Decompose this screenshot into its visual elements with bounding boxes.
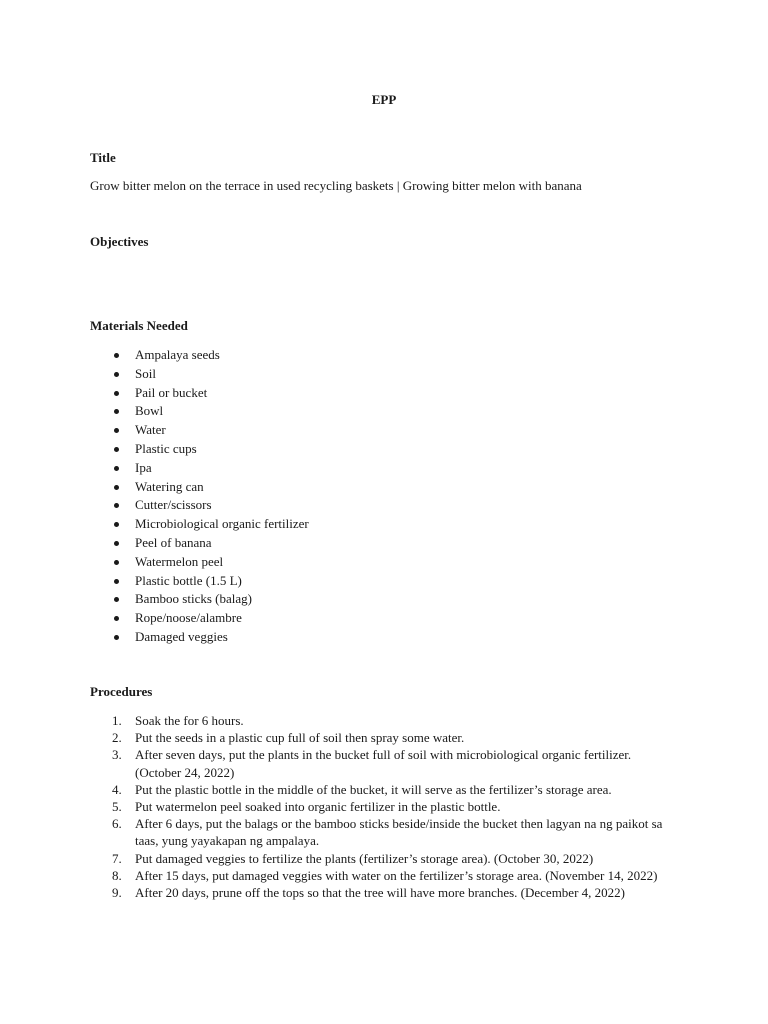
material-label: Plastic cups bbox=[135, 440, 197, 456]
bullet-icon bbox=[114, 353, 119, 358]
step-text: Put damaged veggies to fertilize the plants (fertilizer’s storage area). (October 30, 2022) bbox=[135, 850, 594, 866]
list-item bbox=[90, 553, 309, 572]
bullet-icon bbox=[114, 560, 119, 565]
material-label: Water bbox=[135, 422, 166, 438]
step-text: Put watermelon peel soaked into organic fertilizer in the plastic bottle. bbox=[135, 799, 501, 815]
material-label: Bamboo sticks (balag) bbox=[135, 591, 252, 607]
list-item bbox=[90, 729, 680, 746]
step-text: Put the plastic bottle in the middle of the bucket, it will serve as the fertilizer’s storage area. bbox=[135, 781, 612, 797]
list-item bbox=[90, 459, 309, 478]
bullet-icon bbox=[114, 635, 119, 640]
procedures-list bbox=[90, 712, 680, 901]
material-label: Plastic bottle (1.5 L) bbox=[135, 572, 242, 588]
bullet-icon bbox=[114, 522, 119, 527]
step-text: Put the seeds in a plastic cup full of soil then spray some water. bbox=[135, 730, 465, 746]
list-item bbox=[90, 712, 680, 729]
material-label: Damaged veggies bbox=[135, 628, 228, 644]
bullet-icon bbox=[114, 372, 119, 377]
list-item bbox=[90, 384, 309, 403]
material-label: Watermelon peel bbox=[135, 553, 224, 569]
bullet-icon bbox=[114, 428, 119, 433]
bullet-icon bbox=[114, 597, 119, 602]
title-text: Grow bitter melon on the terrace in used recycling baskets | Growing bitter melon with banana bbox=[90, 178, 582, 193]
list-item bbox=[90, 515, 309, 534]
objectives-heading: Objectives bbox=[90, 234, 149, 249]
step-number: 7. bbox=[112, 850, 122, 866]
step-text: After 15 days, put damaged veggies with water on the fertilizer’s storage area. (November 14, 2022) bbox=[135, 867, 658, 883]
material-label: Ipa bbox=[135, 459, 152, 475]
materials-heading: Materials Needed bbox=[90, 318, 188, 333]
material-label: Cutter/scissors bbox=[135, 497, 212, 513]
bullet-icon bbox=[114, 485, 119, 490]
bullet-icon bbox=[114, 447, 119, 452]
step-text: After 6 days, put the balags or the bamboo sticks beside/inside the bucket then lagyan na ng paikot sa taas, yung yayakapan ng ampalaya. bbox=[135, 816, 663, 849]
material-label: Pail or bucket bbox=[135, 384, 208, 400]
step-number: 6. bbox=[112, 816, 122, 832]
list-item bbox=[90, 628, 309, 647]
step-text: After seven days, put the plants in the bucket full of soil with microbiological organic fertilizer. (October 24, 2022) bbox=[135, 747, 632, 780]
step-number: 2. bbox=[112, 730, 122, 746]
list-item bbox=[90, 609, 309, 628]
step-number: 9. bbox=[112, 885, 122, 901]
material-label: Rope/noose/alambre bbox=[135, 610, 242, 626]
list-item bbox=[90, 478, 309, 497]
step-number: 4. bbox=[112, 781, 122, 797]
list-item bbox=[90, 534, 309, 553]
step-text: Soak the for 6 hours. bbox=[135, 713, 244, 728]
list-item bbox=[90, 781, 680, 798]
list-item bbox=[90, 815, 680, 849]
material-label: Microbiological organic fertilizer bbox=[135, 516, 309, 532]
list-item bbox=[90, 572, 309, 591]
step-number: 3. bbox=[112, 747, 122, 763]
bullet-icon bbox=[114, 503, 119, 508]
step-number: 1. bbox=[112, 713, 122, 728]
bullet-icon bbox=[114, 541, 119, 546]
procedures-heading: Procedures bbox=[90, 684, 153, 699]
list-item bbox=[90, 440, 309, 459]
list-item bbox=[90, 421, 309, 440]
material-label: Peel of banana bbox=[135, 534, 212, 550]
material-label: Ampalaya seeds bbox=[135, 347, 220, 362]
list-item bbox=[90, 746, 680, 780]
material-label: Bowl bbox=[135, 403, 164, 419]
bullet-icon bbox=[114, 616, 119, 621]
material-label: Watering can bbox=[135, 478, 204, 494]
step-number: 5. bbox=[112, 799, 122, 815]
list-item bbox=[90, 496, 309, 515]
bullet-icon bbox=[114, 579, 119, 584]
list-item bbox=[90, 365, 309, 384]
step-text: After 20 days, prune off the tops so that the tree will have more branches. (December 4, 2022) bbox=[135, 885, 625, 901]
list-item bbox=[90, 798, 680, 815]
list-item bbox=[90, 884, 680, 901]
step-number: 8. bbox=[112, 867, 122, 883]
list-item bbox=[90, 402, 309, 421]
bullet-icon bbox=[114, 391, 119, 396]
list-item bbox=[90, 850, 680, 867]
bullet-icon bbox=[114, 409, 119, 414]
document-title: EPP bbox=[371, 92, 397, 107]
materials-list bbox=[90, 346, 309, 647]
bullet-icon bbox=[114, 466, 119, 471]
title-heading: Title bbox=[90, 150, 116, 165]
list-item bbox=[90, 346, 309, 365]
list-item bbox=[90, 867, 680, 884]
material-label: Soil bbox=[135, 365, 156, 381]
list-item bbox=[90, 590, 309, 609]
